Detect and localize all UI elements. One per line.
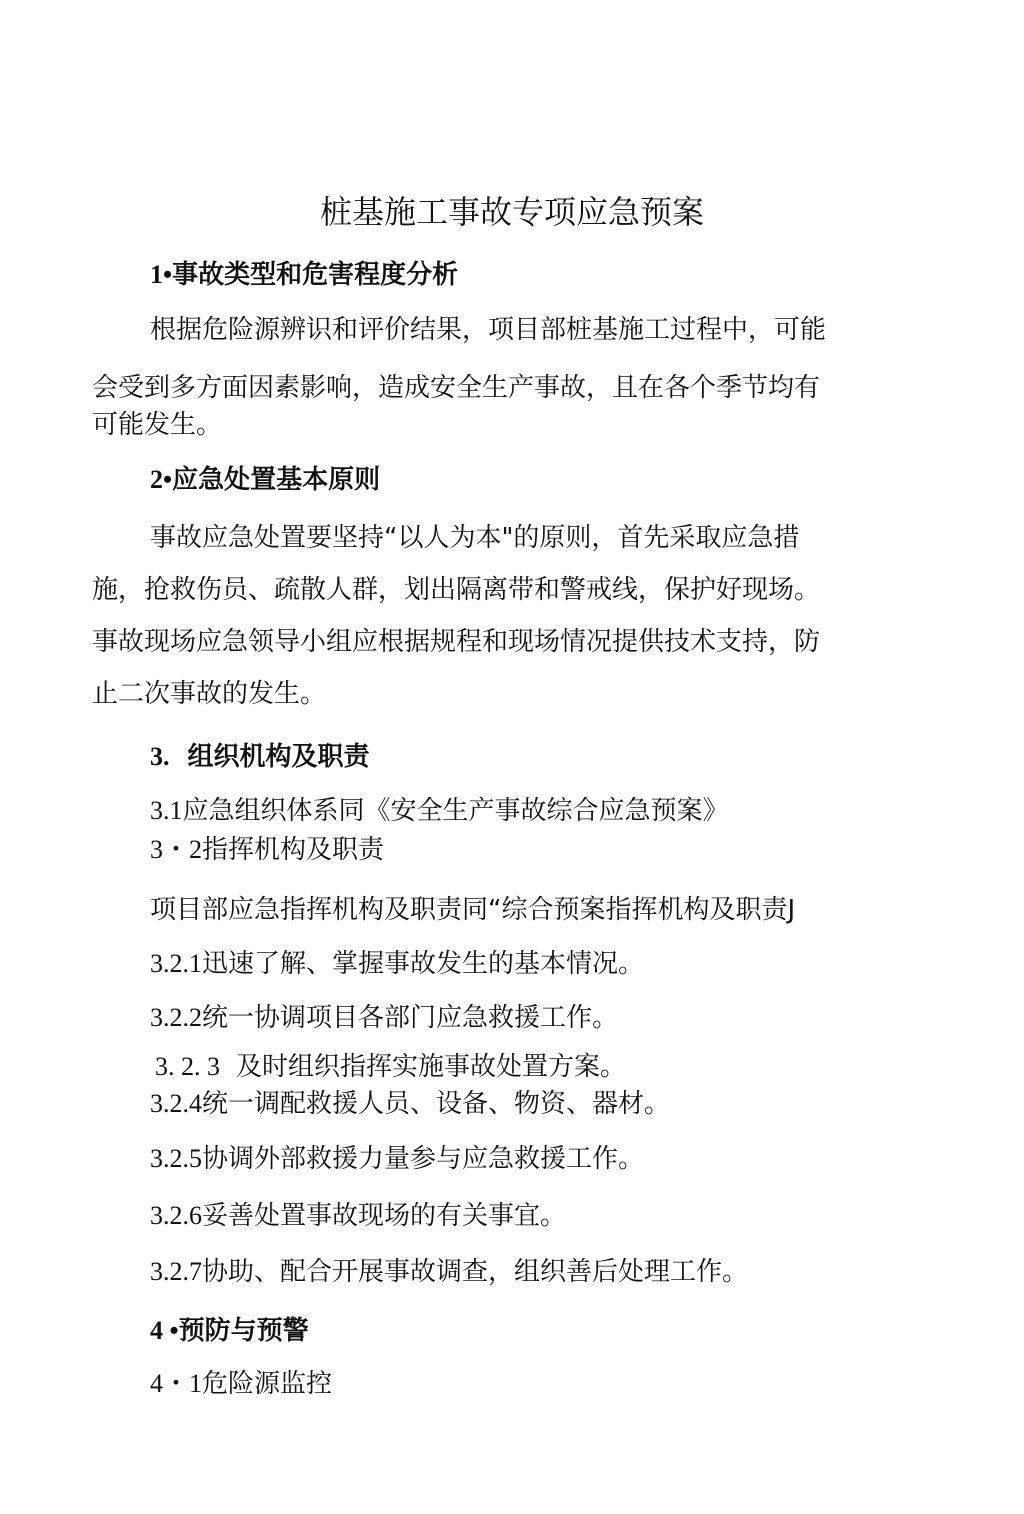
section-2-number: 2• [150, 465, 173, 494]
list-item-number: 3.2.4 [150, 1089, 202, 1118]
section-1-number: 1• [150, 260, 173, 289]
list-item [150, 947, 644, 981]
list-item [155, 1050, 626, 1084]
section-3-number: 3. [150, 742, 170, 771]
list-item-text: 统一调配救援人员、设备、物资、器材。 [202, 1089, 671, 1119]
section-1-paragraph-line-2: 会受到多方面因素影响，造成安全生产事故，且在各个季节均有 [92, 373, 821, 403]
section-4-number: 4 • [150, 1316, 179, 1345]
section-2-paragraph-line-4: 止二次事故的发生。 [92, 679, 327, 709]
list-item-text: 妥善处置事故现场的有关事宜。 [202, 1201, 567, 1231]
list-item-number: 3. 2. 3 [155, 1052, 220, 1081]
item-4-1 [150, 1367, 332, 1401]
item-3-2-text: 指挥机构及职责 [202, 835, 385, 865]
item-3-1-number: 3.1 [150, 796, 183, 825]
item-4-1-text: 危险源监控 [202, 1369, 333, 1399]
list-item-number: 3.2.2 [150, 1003, 202, 1032]
item-3-2 [150, 833, 384, 867]
section-4-heading [150, 1314, 309, 1348]
section-2-heading [150, 463, 380, 497]
list-item-text: 协助、配合开展事故调查，组织善后处理工作。 [202, 1257, 749, 1287]
item-4-1-number: 4・1 [150, 1369, 203, 1398]
section-2-paragraph-line-1: 事故应急处置要坚持“以人为本"的原则，首先采取应急措 [150, 523, 800, 553]
list-item-number: 3.2.1 [150, 949, 202, 978]
section-2-paragraph-line-2: 施，抢救伤员、疏散人群，划出隔离带和警戒线，保护好现场。 [92, 575, 821, 605]
section-1-title: 事故类型和危害程度分析 [172, 260, 459, 290]
section-1-paragraph-line-3: 可能发生。 [92, 410, 223, 440]
section-2-paragraph-line-3: 事故现场应急领导小组应根据规程和现场情况提供技术支持，防 [92, 627, 821, 657]
section-4-title: 预防与预警 [178, 1316, 309, 1346]
item-3-2-paragraph: 项目部应急指挥机构及职责同“综合预案指挥机构及职责J [150, 895, 796, 925]
list-item-number: 3.2.6 [150, 1201, 202, 1230]
section-2-title: 应急处置基本原则 [172, 465, 381, 495]
list-item [150, 1199, 566, 1233]
list-item-number: 3.2.5 [150, 1144, 202, 1173]
list-item [150, 1255, 748, 1289]
list-item-text: 协调外部救援力量参与应急救援工作。 [202, 1144, 645, 1174]
section-1-paragraph-line-1: 根据危险源辨识和评价结果，项目部桩基施工过程中，可能 [150, 315, 827, 345]
list-item-text: 及时组织指挥实施事故处置方案。 [236, 1052, 627, 1082]
item-3-1-text: 应急组织体系同《安全生产事故综合应急预案》 [182, 796, 729, 826]
list-item-text: 迅速了解、掌握事故发生的基本情况。 [202, 949, 645, 979]
section-3-heading [150, 740, 370, 774]
list-item-number: 3.2.7 [150, 1257, 202, 1286]
list-item [150, 1142, 644, 1176]
section-3-title: 组织机构及职责 [187, 742, 370, 772]
list-item-text: 统一协调项目各部门应急救援工作。 [202, 1003, 619, 1033]
document-title: 桩基施工事故专项应急预案 [319, 193, 704, 231]
list-item [150, 1001, 618, 1035]
list-item [150, 1087, 670, 1121]
section-1-heading [150, 258, 458, 292]
item-3-2-number: 3・2 [150, 835, 203, 864]
item-3-1 [150, 794, 729, 828]
